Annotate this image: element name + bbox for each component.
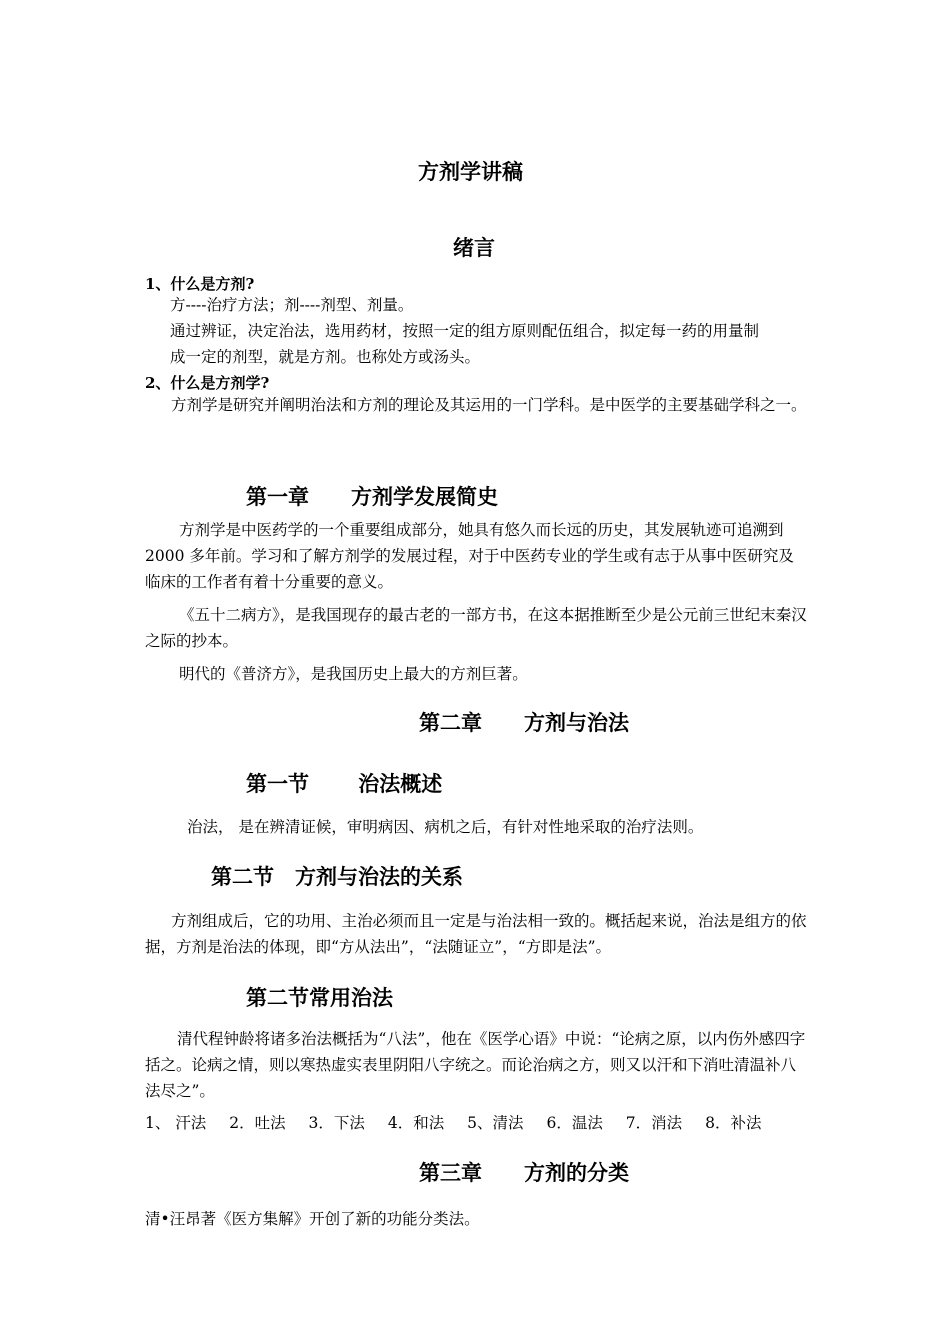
- method-item: 8．补法: [705, 1114, 762, 1132]
- section-3-heading: 第二节常用治法: [246, 985, 393, 1010]
- q1-line-1: 方----治疗方法；剂----剂型、剂量。: [170, 296, 414, 314]
- document-title: 方剂学讲稿: [418, 159, 523, 184]
- method-item: 2．吐法: [229, 1114, 286, 1132]
- method-item: 1、 汗法: [145, 1114, 207, 1132]
- chapter-1-paragraph-1: 方剂学是中医药学的一个重要组成部分，她具有悠久而长远的历史，其发展轨迹可追溯到 2000 多年前。学习和了解方剂学的发展过程，对于中医药专业的学生或有志于从事中医研究及临床的工作者有着十分重要的意义。: [145, 521, 794, 591]
- method-item: 4．和法: [387, 1114, 445, 1132]
- q2-paragraph: 方剂学是研究并阐明治法和方剂的理论及其运用的一门学科。是中医学的主要基础学科之一。: [171, 396, 807, 414]
- chapter-1-paragraph-3: 明代的《普济方》，是我国历史上最大的方剂巨著。: [179, 665, 528, 683]
- section-3-paragraph: 清代程钟龄将诸多治法概括为“八法”，他在《医学心语》中说：“论病之原，以内伤外感四字括之。论病之情，则以寒热虚实表里阴阳八字统之。而论治病之方，则又以汗和下消吐清温补八法尽之”。: [145, 1030, 806, 1100]
- chapter-2-heading: 第二章 方剂与治法: [419, 710, 629, 735]
- section-1-heading: 第一节 治法概述: [246, 771, 443, 796]
- chapter-3-heading: 第三章 方剂的分类: [419, 1160, 629, 1185]
- method-item: 7．消法: [625, 1114, 683, 1132]
- intro-heading: 绪言: [453, 235, 495, 260]
- question-1: 1、什么是方剂?: [145, 275, 255, 293]
- section-1-paragraph: 治法， 是在辨清证候，审明病因、病机之后，有针对性地采取的治疗法则。: [187, 818, 704, 836]
- section-2-heading: 第二节 方剂与治法的关系: [211, 864, 463, 889]
- q1-line-3: 成一定的剂型，就是方剂。也称处方或汤头。: [170, 348, 481, 366]
- chapter-1-paragraph-2: 《五十二病方》，是我国现存的最古老的一部方书，在这本据推断至少是公元前三世纪末秦汉之际的抄本。: [145, 606, 807, 650]
- eight-methods-list: [145, 1110, 779, 1136]
- question-2: 2、什么是方剂学?: [145, 374, 270, 392]
- method-item: 3．下法: [308, 1114, 365, 1132]
- method-item: 5、清法: [467, 1114, 524, 1132]
- chapter-1-heading: 第一章 方剂学发展简史: [246, 484, 498, 509]
- q1-line-2: 通过辨证，决定治法，选用药材，按照一定的组方原则配伍组合，拟定每一药的用量制: [170, 322, 760, 340]
- method-item: 6．温法: [546, 1114, 603, 1132]
- section-2-paragraph: 方剂组成后，它的功用、主治必须而且一定是与治法相一致的。概括起来说，治法是组方的依据，方剂是治法的体现，即“方从法出”，“法随证立”，“方即是法”。: [145, 912, 807, 956]
- chapter-3-paragraph: 清•汪昂著《医方集解》开创了新的功能分类法。: [145, 1210, 480, 1228]
